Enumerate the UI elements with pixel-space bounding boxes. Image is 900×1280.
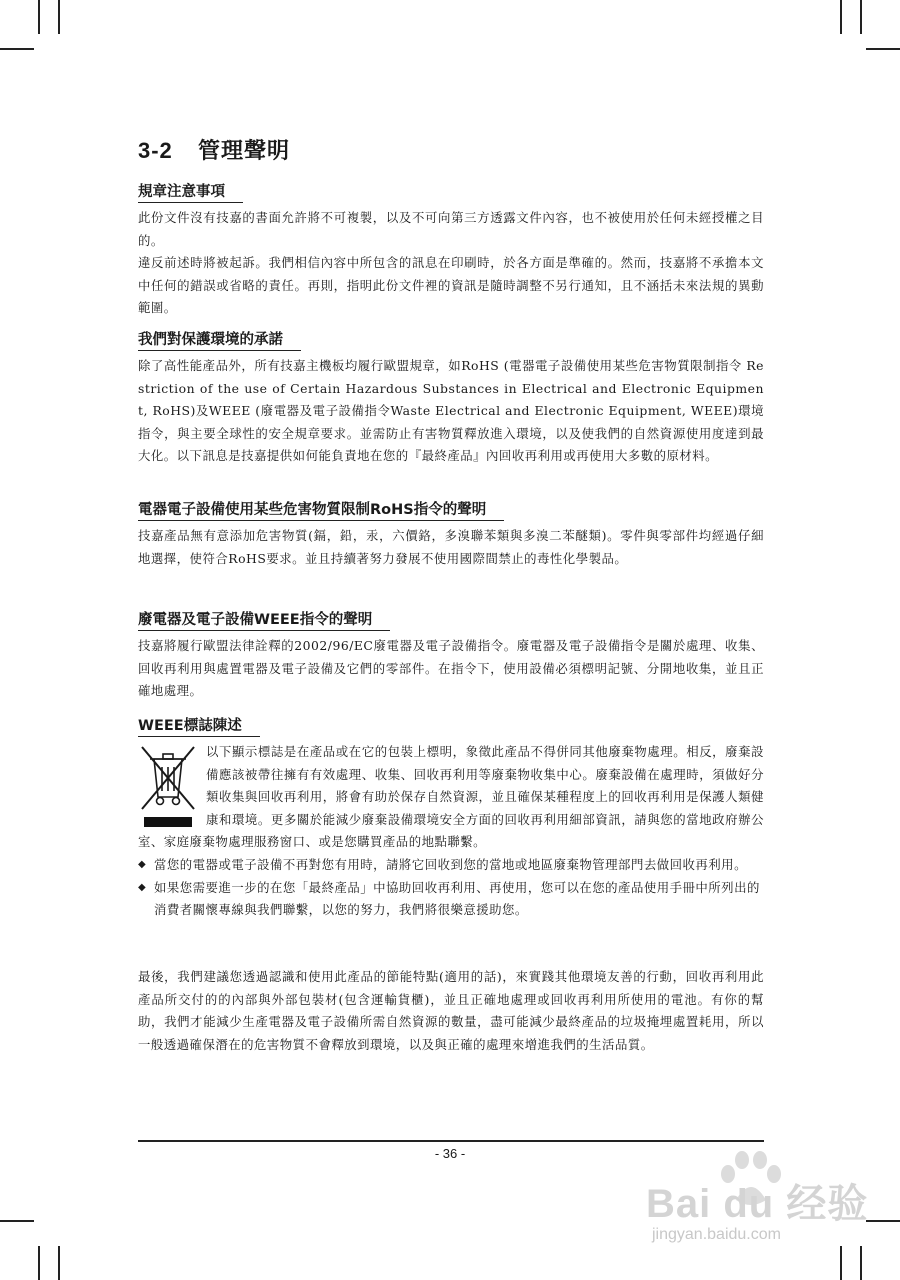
list-item [138,877,764,922]
weee-directive-section [138,608,764,703]
paragraph: 技嘉將履行歐盟法律詮釋的2002/96/EC廢電器及電子設備指令。廢電器及電子設備指令是關於處理、收集、回收再利用與處置電器及電子設備及它們的零部件。在指令下，使用設備必須標明記號、分開地收集，並且正確地處理。 [138,638,764,699]
list-item-text: 當您的電器或電子設備不再對您有用時，請將它回收到您的當地或地區廢棄物管理部門去做回收再利用。 [154,856,747,872]
crop-mark [0,48,34,50]
footer-divider [138,1140,764,1142]
section-title: 管理聲明 [198,139,291,164]
paragraph: 技嘉產品無有意添加危害物質(鎘，鉛，汞，六價鉻，多溴聯苯類與多溴二苯醚類)。零件與零部件均經過仔細地選擇，使符合RoHS要求。並且持續著努力發展不使用國際間禁止的毒性化學製品。 [138,528,764,566]
closing-section [138,966,764,1056]
crop-mark [58,0,60,34]
section-heading: 電器電子設備使用某些危害物質限制RoHS指令的聲明 [138,498,504,521]
bullet-list [138,854,764,922]
watermark-url: jingyan.baidu.com [652,1226,781,1243]
crop-mark [38,0,40,34]
crop-mark [0,1220,34,1222]
regulatory-notices-section [138,180,764,320]
list-item-text: 如果您需要進一步的在您「最終產品」中協助回收再利用、再使用，您可以在您的產品使用手冊中所列出的消費者關懷專線與我們聯繫，以您的努力，我們將很樂意援助您。 [154,879,760,918]
baidu-watermark [646,1150,886,1260]
page-number: - 36 - [434,1146,466,1161]
list-item [138,854,764,877]
section-heading: 規章注意事項 [138,180,243,203]
section-heading: 廢電器及電子設備WEEE指令的聲明 [138,608,390,631]
crop-mark [860,0,862,34]
paragraph: 除了高性能產品外，所有技嘉主機板均履行歐盟規章，如RoHS (電器電子設備使用某些危害物質限制指令 Restriction of the use of Certain Hazardous Substances in Electrical and Electronic Equipment, RoHS)及WEEE (廢電器及電子設備指令Waste Electrical and Electronic Equipment, WEEE)環境指令，與主要全球性的安全規章要求。並需防止有害物質釋放進入環境，以及使我們的自然資源使用度達到最大化。以下訊息是技嘉提供如何能負責地在您的『最終產品』內回收再利用或再使用大多數的原材料。 [138,358,764,464]
environment-commitment-section [138,328,764,468]
paragraph: 此份文件沒有技嘉的書面允許將不可複製，以及不可向第三方透露文件內容，也不被使用於任何未經授權之目的。 [138,210,764,248]
section-heading: WEEE標誌陳述 [138,714,260,737]
crossed-out-wheelie-bin-icon [138,743,204,831]
page-title [138,134,290,165]
diamond-bullet-icon: ◆ [138,858,147,870]
rohs-statement-section [138,498,764,570]
crop-mark [58,1246,60,1280]
paragraph: 以下顯示標誌是在產品或在它的包裝上標明，象徵此產品不得併同其他廢棄物處理。相反，廢棄設備應該被帶往擁有有效處理、收集、回收再利用等廢棄物收集中心。廢棄設備在處理時，須做好分類收集與回收再利用，將會有助於保存自然資源，並且確保某種程度上的回收再利用是保護人類健康和環境。更多關於能減少廢棄設備環境安全方面的回收再利用細部資訊，請與您的當地政府辦公室、家庭廢棄物處理服務窗口、或是您購買產品的地點聯繫。 [138,744,764,850]
crop-mark [38,1246,40,1280]
paragraph: 違反前述時將被起訴。我們相信內容中所包含的訊息在印刷時，於各方面是準確的。然而，技嘉將不承擔本文中任何的錯誤或省略的責任。再則，指明此份文件裡的資訊是隨時調整不另行通知，且不涵括未來法規的異動範圍。 [138,255,764,316]
crop-mark [840,0,842,34]
section-heading: 我們對保護環境的承諾 [138,328,301,351]
weee-symbol-section [138,714,764,922]
diamond-bullet-icon: ◆ [138,881,147,893]
section-number: 3-2 [138,138,173,163]
paragraph: 最後，我們建議您透過認識和使用此產品的節能特點(適用的話)，來實踐其他環境友善的行動，回收再利用此產品所交付的的內部與外部包裝材(包含運輸貨櫃)，並且正確地處理或回收再利用所使用的電池。有你的幫助，我們才能減少生產電器及電子設備所需自然資源的數量，盡可能減少最終產品的垃圾掩埋處置耗用，所以一般透過確保潛在的危害物質不會釋放到環境，以及與正確的處理來增進我們的生活品質。 [138,969,764,1052]
crop-mark [866,48,900,50]
watermark-brand: Bai du 经验 [646,1182,869,1226]
